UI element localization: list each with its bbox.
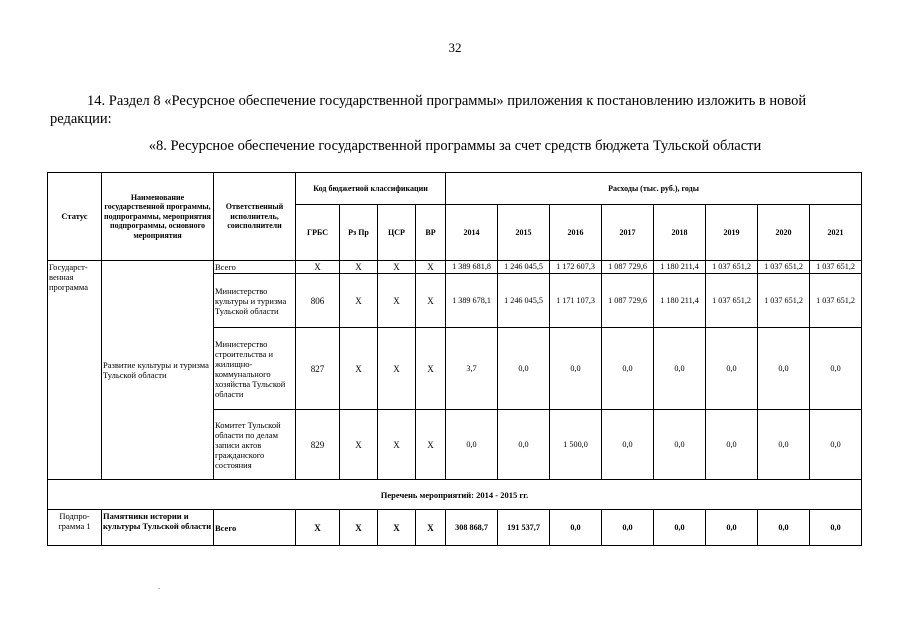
page-number: 32: [448, 40, 462, 55]
value-cell: 0,0: [706, 510, 758, 546]
subprogram-status: Подпро-грамма 1: [48, 510, 102, 546]
value-cell: 0,0: [810, 410, 862, 480]
value-cell: 1 172 607,3: [550, 261, 602, 274]
vr-cell: X: [416, 510, 446, 546]
value-cell: 0,0: [758, 328, 810, 410]
header-name: Наименование государственной программы, подпрограммы, мероприятия подпрограммы, основного мероприятия: [102, 173, 214, 261]
header-year: 2017: [602, 205, 654, 261]
value-cell: 1 180 211,4: [654, 274, 706, 328]
executor-cell: Комитет Тульской области по делам записи актов гражданского состояния: [214, 410, 296, 480]
executor-cell: Министерство культуры и туризма Тульской области: [214, 274, 296, 328]
header-executor: Ответственный исполнитель, соисполнители: [214, 173, 296, 261]
value-cell: 0,0: [550, 510, 602, 546]
value-cell: 0,0: [758, 410, 810, 480]
value-cell: 1 037 651,2: [758, 274, 810, 328]
header-grbs: ГРБС: [296, 205, 340, 261]
resource-table: [47, 172, 862, 546]
executor-cell: Всего: [214, 261, 296, 274]
csr-cell: X: [378, 261, 416, 274]
value-cell: 1 246 045,5: [498, 261, 550, 274]
value-cell: 3,7: [446, 328, 498, 410]
value-cell: 1 037 651,2: [810, 261, 862, 274]
value-cell: 0,0: [446, 410, 498, 480]
value-cell: 0,0: [758, 510, 810, 546]
value-cell: 1 389 678,1: [446, 274, 498, 328]
rzpr-cell: X: [340, 410, 378, 480]
header-year: 2016: [550, 205, 602, 261]
value-cell: 0,0: [498, 410, 550, 480]
value-cell: 0,0: [602, 328, 654, 410]
intro-paragraph: 14. Раздел 8 «Ресурсное обеспечение государственной программы» приложения к постановлению изложить в новой редакции:: [50, 93, 807, 127]
grbs-cell: X: [296, 261, 340, 274]
value-cell: 0,0: [706, 410, 758, 480]
value-cell: 308 868,7: [446, 510, 498, 546]
rzpr-cell: X: [340, 328, 378, 410]
table-row: [48, 510, 862, 546]
value-cell: 1 500,0: [550, 410, 602, 480]
value-cell: 1 087 729,6: [602, 261, 654, 274]
table-row: [48, 261, 862, 274]
value-cell: 0,0: [498, 328, 550, 410]
value-cell: 1 389 681,8: [446, 261, 498, 274]
value-cell: 0,0: [602, 510, 654, 546]
subprogram-name: Памятники истории и культуры Тульской области: [102, 510, 214, 546]
grbs-cell: 806: [296, 274, 340, 328]
header-status: Статус: [48, 173, 102, 261]
header-kbk-group: Код бюджетной классификации: [296, 173, 446, 205]
value-cell: 0,0: [654, 410, 706, 480]
value-cell: 0,0: [602, 410, 654, 480]
value-cell: 0,0: [550, 328, 602, 410]
header-expenses-group: Расходы (тыс. руб.), годы: [446, 173, 862, 205]
value-cell: 0,0: [810, 328, 862, 410]
value-cell: 0,0: [654, 328, 706, 410]
csr-cell: X: [378, 328, 416, 410]
csr-cell: X: [378, 274, 416, 328]
header-year: 2014: [446, 205, 498, 261]
value-cell: 1 180 211,4: [654, 261, 706, 274]
rzpr-cell: X: [340, 261, 378, 274]
section-label: Перечень мероприятий: 2014 - 2015 гг.: [48, 480, 862, 510]
vr-cell: X: [416, 328, 446, 410]
program-status: Государст-венная программа: [48, 261, 102, 480]
header-year: 2018: [654, 205, 706, 261]
header-csr: ЦСР: [378, 205, 416, 261]
value-cell: 1 037 651,2: [758, 261, 810, 274]
header-year: 2021: [810, 205, 862, 261]
header-year: 2020: [758, 205, 810, 261]
csr-cell: X: [378, 410, 416, 480]
value-cell: 1 037 651,2: [810, 274, 862, 328]
footer-mark: .: [158, 582, 160, 591]
value-cell: 1 037 651,2: [706, 261, 758, 274]
executor-cell: Всего: [214, 510, 296, 546]
value-cell: 1 087 729,6: [602, 274, 654, 328]
vr-cell: X: [416, 274, 446, 328]
value-cell: 1 246 045,5: [498, 274, 550, 328]
value-cell: 191 537,7: [498, 510, 550, 546]
grbs-cell: X: [296, 510, 340, 546]
header-vr: ВР: [416, 205, 446, 261]
header-year: 2019: [706, 205, 758, 261]
executor-cell: Министерство строительства и жилищно-коммунального хозяйства Тульской области: [214, 328, 296, 410]
header-rzpr: Рз Пр: [340, 205, 378, 261]
vr-cell: X: [416, 261, 446, 274]
table-section-row: [48, 480, 862, 510]
grbs-cell: 829: [296, 410, 340, 480]
value-cell: 1 171 107,3: [550, 274, 602, 328]
value-cell: 1 037 651,2: [706, 274, 758, 328]
value-cell: 0,0: [706, 328, 758, 410]
csr-cell: X: [378, 510, 416, 546]
value-cell: 0,0: [654, 510, 706, 546]
program-name: Развитие культуры и туризма Тульской области: [102, 261, 214, 480]
value-cell: 0,0: [810, 510, 862, 546]
rzpr-cell: X: [340, 510, 378, 546]
section-title: «8. Ресурсное обеспечение государственной программы за счет средств бюджета Тульской области: [148, 138, 762, 154]
grbs-cell: 827: [296, 328, 340, 410]
vr-cell: X: [416, 410, 446, 480]
rzpr-cell: X: [340, 274, 378, 328]
header-year: 2015: [498, 205, 550, 261]
